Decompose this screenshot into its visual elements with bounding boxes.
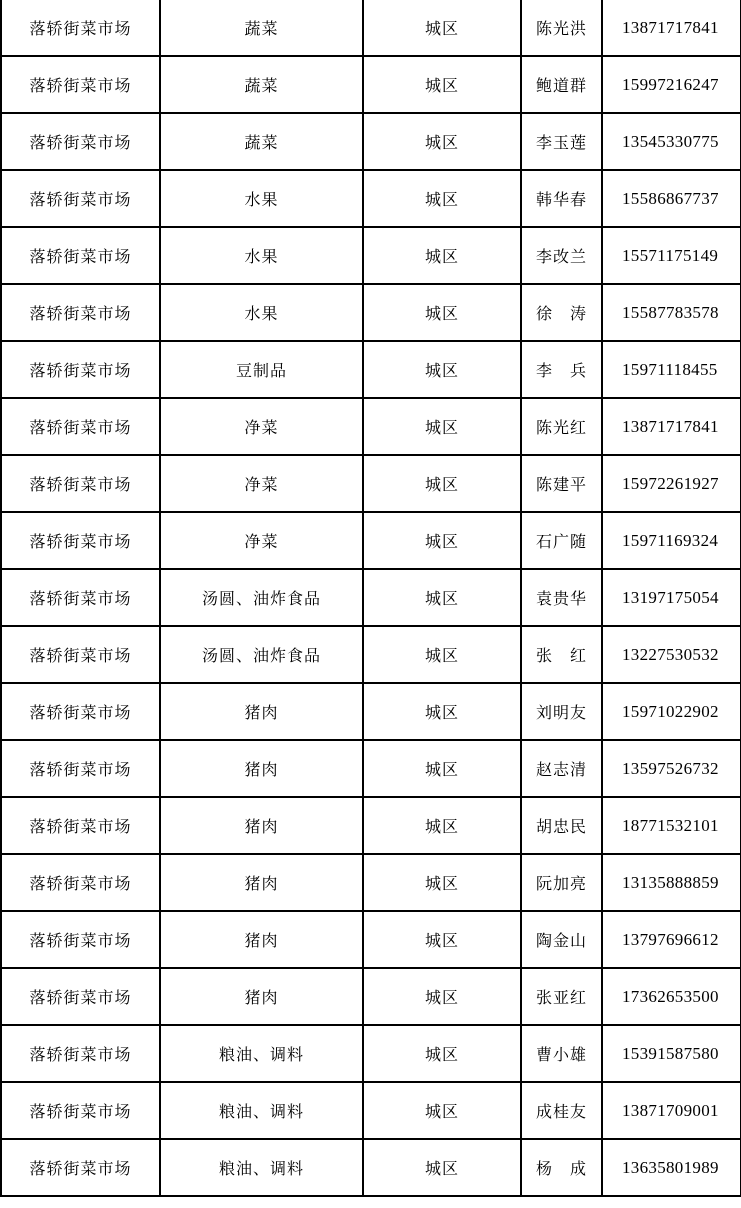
category-cell: 净菜 [160,512,363,569]
phone-cell: 13635801989 [602,1139,741,1196]
category-cell: 猪肉 [160,683,363,740]
category-cell: 猪肉 [160,854,363,911]
table-row [1,626,741,683]
phone-cell: 13871717841 [602,398,741,455]
table-row [1,398,741,455]
phone-cell: 15587783578 [602,284,741,341]
category-cell: 豆制品 [160,341,363,398]
name-cell: 李改兰 [521,227,602,284]
table-row [1,1025,741,1082]
area-cell: 城区 [363,1082,521,1139]
table-row [1,569,741,626]
phone-cell: 17362653500 [602,968,741,1025]
category-cell: 净菜 [160,398,363,455]
phone-cell: 15971118455 [602,341,741,398]
table-row [1,512,741,569]
table-row [1,227,741,284]
phone-cell: 15971022902 [602,683,741,740]
name-cell: 张亚红 [521,968,602,1025]
market-cell: 落轿街菜市场 [1,56,160,113]
category-cell: 水果 [160,227,363,284]
category-cell: 猪肉 [160,740,363,797]
area-cell: 城区 [363,797,521,854]
area-cell: 城区 [363,683,521,740]
area-cell: 城区 [363,1025,521,1082]
category-cell: 水果 [160,284,363,341]
market-cell: 落轿街菜市场 [1,113,160,170]
market-cell: 落轿街菜市场 [1,227,160,284]
phone-cell: 13135888859 [602,854,741,911]
name-cell: 赵志清 [521,740,602,797]
category-cell: 汤圆、油炸食品 [160,626,363,683]
market-cell: 落轿街菜市场 [1,1139,160,1196]
category-cell: 猪肉 [160,797,363,854]
area-cell: 城区 [363,854,521,911]
market-cell: 落轿街菜市场 [1,398,160,455]
market-cell: 落轿街菜市场 [1,170,160,227]
market-cell: 落轿街菜市场 [1,455,160,512]
table-row [1,0,741,56]
market-cell: 落轿街菜市场 [1,740,160,797]
market-cell: 落轿街菜市场 [1,968,160,1025]
table-row [1,740,741,797]
area-cell: 城区 [363,968,521,1025]
area-cell: 城区 [363,569,521,626]
category-cell: 汤圆、油炸食品 [160,569,363,626]
name-cell: 李玉莲 [521,113,602,170]
area-cell: 城区 [363,455,521,512]
market-cell: 落轿街菜市场 [1,341,160,398]
name-cell: 陶金山 [521,911,602,968]
table-row [1,341,741,398]
name-cell: 陈建平 [521,455,602,512]
phone-cell: 15571175149 [602,227,741,284]
area-cell: 城区 [363,626,521,683]
area-cell: 城区 [363,341,521,398]
area-cell: 城区 [363,1139,521,1196]
category-cell: 净菜 [160,455,363,512]
phone-cell: 13545330775 [602,113,741,170]
table-row [1,797,741,854]
table-row [1,56,741,113]
area-cell: 城区 [363,740,521,797]
table-row [1,968,741,1025]
table-row [1,1139,741,1196]
name-cell: 鲍道群 [521,56,602,113]
area-cell: 城区 [363,398,521,455]
phone-cell: 15586867737 [602,170,741,227]
market-cell: 落轿街菜市场 [1,0,160,56]
category-cell: 猪肉 [160,968,363,1025]
category-cell: 蔬菜 [160,56,363,113]
table-row [1,170,741,227]
table-row [1,1082,741,1139]
market-cell: 落轿街菜市场 [1,683,160,740]
phone-cell: 15997216247 [602,56,741,113]
market-cell: 落轿街菜市场 [1,1082,160,1139]
name-cell: 张 红 [521,626,602,683]
name-cell: 李 兵 [521,341,602,398]
phone-cell: 15971169324 [602,512,741,569]
table-row [1,683,741,740]
table-row [1,284,741,341]
category-cell: 水果 [160,170,363,227]
table-row [1,455,741,512]
table-row [1,854,741,911]
market-cell: 落轿街菜市场 [1,626,160,683]
phone-cell: 13227530532 [602,626,741,683]
name-cell: 杨 成 [521,1139,602,1196]
phone-cell: 13871717841 [602,0,741,56]
name-cell: 韩华春 [521,170,602,227]
phone-cell: 15972261927 [602,455,741,512]
name-cell: 石广随 [521,512,602,569]
area-cell: 城区 [363,227,521,284]
category-cell: 粮油、调料 [160,1025,363,1082]
area-cell: 城区 [363,512,521,569]
name-cell: 阮加亮 [521,854,602,911]
phone-cell: 18771532101 [602,797,741,854]
market-cell: 落轿街菜市场 [1,1025,160,1082]
table-row [1,113,741,170]
market-cell: 落轿街菜市场 [1,569,160,626]
category-cell: 猪肉 [160,911,363,968]
table-row [1,911,741,968]
name-cell: 陈光红 [521,398,602,455]
area-cell: 城区 [363,170,521,227]
name-cell: 成桂友 [521,1082,602,1139]
phone-cell: 13871709001 [602,1082,741,1139]
phone-cell: 13797696612 [602,911,741,968]
name-cell: 胡忠民 [521,797,602,854]
name-cell: 袁贵华 [521,569,602,626]
category-cell: 蔬菜 [160,113,363,170]
area-cell: 城区 [363,911,521,968]
phone-cell: 13197175054 [602,569,741,626]
name-cell: 陈光洪 [521,0,602,56]
name-cell: 徐 涛 [521,284,602,341]
category-cell: 粮油、调料 [160,1082,363,1139]
phone-cell: 15391587580 [602,1025,741,1082]
market-cell: 落轿街菜市场 [1,797,160,854]
category-cell: 粮油、调料 [160,1139,363,1196]
category-cell: 蔬菜 [160,0,363,56]
name-cell: 曹小雄 [521,1025,602,1082]
name-cell: 刘明友 [521,683,602,740]
area-cell: 城区 [363,0,521,56]
vendor-table-body [1,0,741,1196]
area-cell: 城区 [363,284,521,341]
market-cell: 落轿街菜市场 [1,512,160,569]
area-cell: 城区 [363,113,521,170]
market-cell: 落轿街菜市场 [1,854,160,911]
phone-cell: 13597526732 [602,740,741,797]
area-cell: 城区 [363,56,521,113]
market-cell: 落轿街菜市场 [1,911,160,968]
market-cell: 落轿街菜市场 [1,284,160,341]
